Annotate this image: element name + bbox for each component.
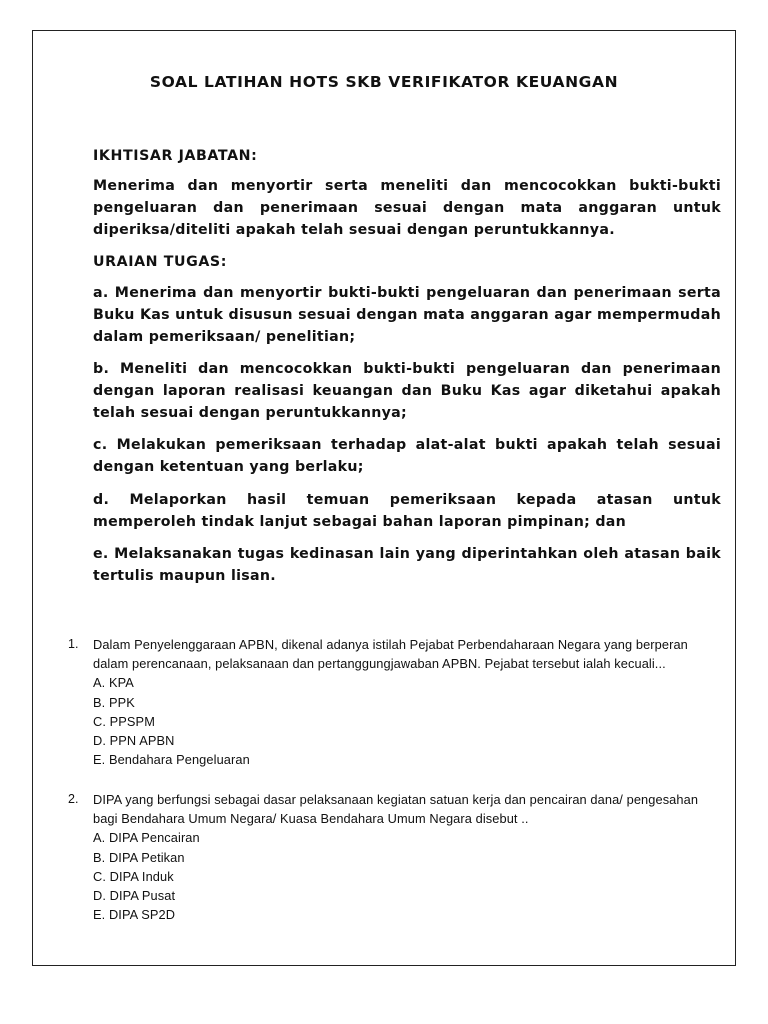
uraian-item-c: c. Melakukan pemeriksaan terhadap alat-alat bukti apakah telah sesuai dengan ketentuan yang berlaku; xyxy=(93,437,721,475)
question-2-option-d: D. DIPA Pusat xyxy=(93,888,176,904)
question-2-option-b: B. DIPA Petikan xyxy=(93,849,185,865)
uraian-item-d: d. Melaporkan hasil temuan pemeriksaan kepada atasan untuk memperoleh tindak lanjut sebagai bahan laporan pimpinan; dan xyxy=(93,492,721,530)
question-2-option-e: E. DIPA SP2D xyxy=(93,907,176,923)
question-1-option-d: D. PPN APBN xyxy=(93,733,175,749)
question-2-text: DIPA yang berfungsi sebagai dasar pelaksanaan kegiatan satuan kerja dan pencairan dana/ pengesahan bagi Bendahara Umum Negara/ Kuasa Bendahara Umum Negara disebut .. xyxy=(93,792,699,827)
ikhtisar-text: Menerima dan menyortir serta meneliti dan mencocokkan bukti-bukti pengeluaran dan penerimaan sesuai dengan mata anggaran untuk diperiksa/diteliti apakah telah sesuai dengan peruntukkannya. xyxy=(93,178,721,238)
question-1-text: Dalam Penyelenggaraan APBN, dikenal adanya istilah Pejabat Perbendaharaan Negara yang berperan dalam perencanaan, pelaksanaan dan pertanggungjawaban APBN. Pejabat tersebut ialah kecuali... xyxy=(93,637,688,672)
question-2-option-a: A. DIPA Pencairan xyxy=(93,830,200,846)
uraian-heading: URAIAN TUGAS: xyxy=(93,254,228,270)
uraian-item-b: b. Meneliti dan mencocokkan bukti-bukti pengeluaran dan penerimaan dengan laporan realisasi keuangan dan Buku Kas agar diketahui apakah telah sesuai dengan peruntukkannya; xyxy=(93,361,721,421)
uraian-item-e: e. Melaksanakan tugas kedinasan lain yang diperintahkan oleh atasan baik tertulis maupun lisan. xyxy=(93,546,721,584)
question-1-option-a: A. KPA xyxy=(93,675,134,691)
question-1-option-b: B. PPK xyxy=(93,694,135,710)
document-title: SOAL LATIHAN HOTS SKB VERIFIKATOR KEUANGAN xyxy=(149,73,619,91)
question-1-option-e: E. Bendahara Pengeluaran xyxy=(93,752,250,768)
question-2-option-c: C. DIPA Induk xyxy=(93,868,174,884)
question-1-option-c: C. PPSPM xyxy=(93,713,155,729)
question-2 xyxy=(93,790,725,924)
question-1-number: 1. xyxy=(68,637,79,651)
question-1 xyxy=(93,635,725,769)
uraian-item-a: a. Menerima dan menyortir bukti-bukti pengeluaran dan penerimaan serta Buku Kas untuk disusun sesuai dengan mata anggaran agar mempermudah dalam pemeriksaan/ penelitian; xyxy=(93,285,721,345)
ikhtisar-heading: IKHTISAR JABATAN: xyxy=(93,148,258,164)
question-2-number: 2. xyxy=(68,792,79,806)
